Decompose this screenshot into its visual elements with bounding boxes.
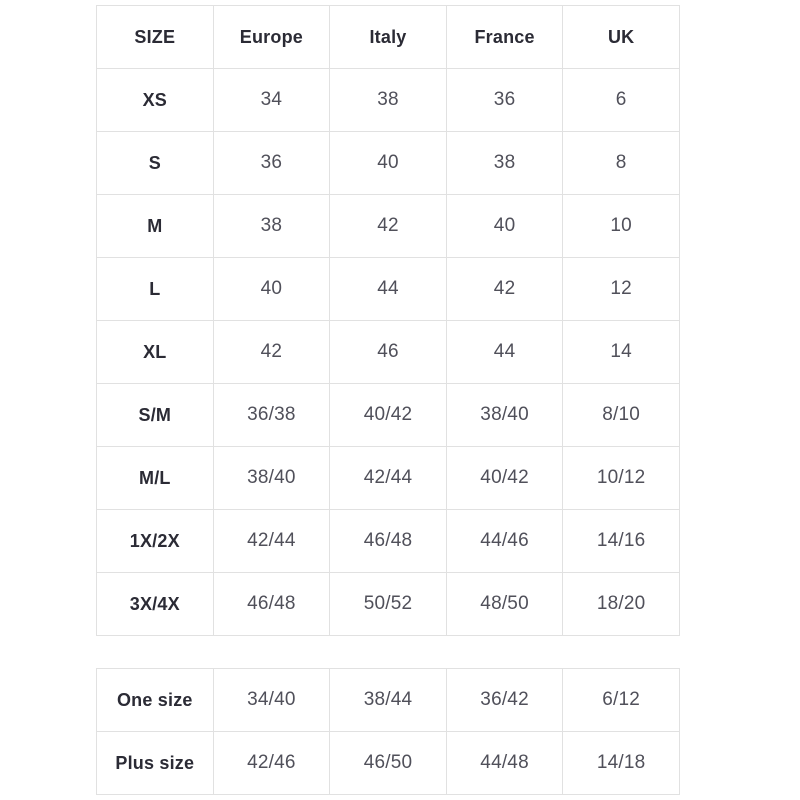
size-value: 38 xyxy=(330,69,447,132)
table-row xyxy=(97,321,680,384)
size-value: 34 xyxy=(213,69,330,132)
size-value: 42 xyxy=(330,195,447,258)
size-value: 14/18 xyxy=(563,732,680,795)
size-value: 14/16 xyxy=(563,510,680,573)
table-row xyxy=(97,195,680,258)
size-value: 12 xyxy=(563,258,680,321)
column-header-size: SIZE xyxy=(97,6,214,69)
table-row xyxy=(97,69,680,132)
table-row xyxy=(97,510,680,573)
size-value: 40/42 xyxy=(446,447,563,510)
size-value: 44 xyxy=(330,258,447,321)
size-value: 46 xyxy=(330,321,447,384)
size-value: 38/44 xyxy=(330,669,447,732)
column-header-uk: UK xyxy=(563,6,680,69)
size-value: 44/48 xyxy=(446,732,563,795)
size-value: 36/42 xyxy=(446,669,563,732)
size-value: 42 xyxy=(213,321,330,384)
size-value: 38 xyxy=(213,195,330,258)
column-header-france: France xyxy=(446,6,563,69)
size-label: 3X/4X xyxy=(97,573,214,636)
size-value: 40 xyxy=(446,195,563,258)
size-value: 8 xyxy=(563,132,680,195)
size-value: 40 xyxy=(213,258,330,321)
size-value: 42/46 xyxy=(213,732,330,795)
size-value: 18/20 xyxy=(563,573,680,636)
size-value: 10/12 xyxy=(563,447,680,510)
size-value: 6 xyxy=(563,69,680,132)
size-label: One size xyxy=(97,669,214,732)
size-value: 48/50 xyxy=(446,573,563,636)
size-label: M xyxy=(97,195,214,258)
size-label: L xyxy=(97,258,214,321)
size-value: 50/52 xyxy=(330,573,447,636)
special-sizes-body xyxy=(97,669,680,795)
table-row xyxy=(97,669,680,732)
size-value: 38 xyxy=(446,132,563,195)
size-label: Plus size xyxy=(97,732,214,795)
size-value: 34/40 xyxy=(213,669,330,732)
size-value: 40 xyxy=(330,132,447,195)
size-value: 42 xyxy=(446,258,563,321)
size-value: 10 xyxy=(563,195,680,258)
size-label: M/L xyxy=(97,447,214,510)
table-row xyxy=(97,132,680,195)
size-value: 42/44 xyxy=(330,447,447,510)
size-label: XS xyxy=(97,69,214,132)
column-header-europe: Europe xyxy=(213,6,330,69)
size-label: XL xyxy=(97,321,214,384)
size-conversion-table xyxy=(96,5,680,636)
header-row xyxy=(97,6,680,69)
size-value: 44/46 xyxy=(446,510,563,573)
size-value: 46/50 xyxy=(330,732,447,795)
size-value: 6/12 xyxy=(563,669,680,732)
table-row xyxy=(97,447,680,510)
size-value: 36 xyxy=(213,132,330,195)
size-value: 8/10 xyxy=(563,384,680,447)
size-conversion-tables xyxy=(96,5,680,795)
size-value: 42/44 xyxy=(213,510,330,573)
size-value: 40/42 xyxy=(330,384,447,447)
size-value: 36 xyxy=(446,69,563,132)
size-table-header xyxy=(97,6,680,69)
size-table-body xyxy=(97,69,680,636)
column-header-italy: Italy xyxy=(330,6,447,69)
size-label: 1X/2X xyxy=(97,510,214,573)
special-sizes-table xyxy=(96,668,680,795)
size-value: 38/40 xyxy=(213,447,330,510)
size-value: 44 xyxy=(446,321,563,384)
size-value: 46/48 xyxy=(213,573,330,636)
size-label: S/M xyxy=(97,384,214,447)
size-value: 46/48 xyxy=(330,510,447,573)
table-row xyxy=(97,258,680,321)
table-row xyxy=(97,384,680,447)
size-value: 36/38 xyxy=(213,384,330,447)
size-value: 14 xyxy=(563,321,680,384)
table-row xyxy=(97,732,680,795)
size-label: S xyxy=(97,132,214,195)
table-row xyxy=(97,573,680,636)
size-value: 38/40 xyxy=(446,384,563,447)
